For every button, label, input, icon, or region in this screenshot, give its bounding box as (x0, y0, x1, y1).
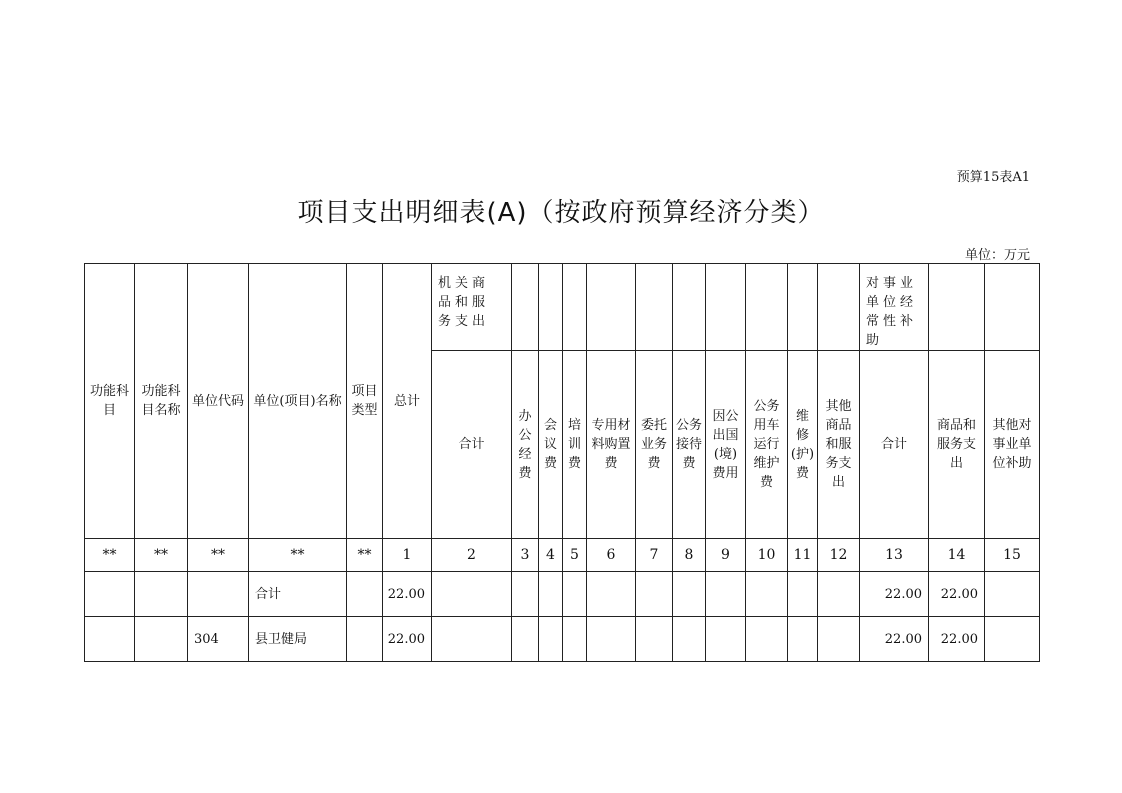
index-cell: 10 (746, 539, 788, 572)
index-cell: 5 (563, 539, 587, 572)
col-entrusted: 委托业务费 (636, 351, 673, 539)
col-office: 办公经费 (512, 351, 539, 539)
col-unit-code: 单位代码 (188, 264, 249, 539)
col-sub-total: 合计 (860, 351, 929, 539)
index-cell: 3 (512, 539, 539, 572)
cell-unit-code (188, 572, 249, 617)
cell-project-type (347, 572, 383, 617)
index-cell: 13 (860, 539, 929, 572)
group-goods-services: 机关商品和服务支出 (432, 264, 512, 351)
index-cell: ** (188, 539, 249, 572)
page-title: 项目支出明细表(A)（按政府预算经济分类） (297, 198, 825, 228)
cell-func-subject-name (135, 617, 188, 662)
cell-name: 合计 (249, 572, 347, 617)
cell-func-subject (85, 572, 135, 617)
col-maintenance: 维修(护)费 (788, 351, 818, 539)
group-subsidy: 对事业单位经常性补助 (860, 264, 929, 351)
index-cell: 12 (818, 539, 860, 572)
col-func-subject-name: 功能科目名称 (135, 264, 188, 539)
index-cell: 11 (788, 539, 818, 572)
cell-func-subject (85, 617, 135, 662)
index-cell: 2 (432, 539, 512, 572)
col-reception: 公务接待费 (673, 351, 706, 539)
cell-project-type (347, 617, 383, 662)
index-cell: 7 (636, 539, 673, 572)
index-cell: 14 (929, 539, 985, 572)
cell-sub-goods: 22.00 (929, 617, 985, 662)
col-materials: 专用材料购置费 (587, 351, 636, 539)
col-overseas: 因公出国(境)费用 (706, 351, 746, 539)
table-reference: 预算15表A1 (956, 170, 1030, 185)
index-cell: 15 (985, 539, 1040, 572)
cell-sub-goods: 22.00 (929, 572, 985, 617)
index-cell: 6 (587, 539, 636, 572)
index-cell: ** (85, 539, 135, 572)
expenditure-table (84, 263, 1040, 662)
cell-unit-code: 304 (188, 617, 249, 662)
col-project-type: 项目类型 (347, 264, 383, 539)
index-cell: ** (135, 539, 188, 572)
index-cell: 1 (383, 539, 432, 572)
col-func-subject: 功能科目 (85, 264, 135, 539)
cell-sub-total: 22.00 (860, 572, 929, 617)
index-cell: 9 (706, 539, 746, 572)
col-unit-project-name: 单位(项目)名称 (249, 264, 347, 539)
col-training: 培训费 (563, 351, 587, 539)
col-sub-other: 其他对事业单位补助 (985, 351, 1040, 539)
col-vehicle: 公务用车运行维护费 (746, 351, 788, 539)
col-sub-goods: 商品和服务支出 (929, 351, 985, 539)
index-cell: ** (347, 539, 383, 572)
index-cell: 4 (539, 539, 563, 572)
index-row (85, 539, 1040, 572)
index-cell: ** (249, 539, 347, 572)
cell-sub-total: 22.00 (860, 617, 929, 662)
col-meeting: 会议费 (539, 351, 563, 539)
cell-total: 22.00 (383, 572, 432, 617)
cell-name: 县卫健局 (249, 617, 347, 662)
col-total: 总计 (383, 264, 432, 539)
unit-label: 单位：万元 (964, 248, 1030, 263)
cell-total: 22.00 (383, 617, 432, 662)
index-cell: 8 (673, 539, 706, 572)
table-row (85, 572, 1040, 617)
col-gs-total: 合计 (432, 351, 512, 539)
table-row (85, 617, 1040, 662)
col-other-goods: 其他商品和服务支出 (818, 351, 860, 539)
cell-func-subject-name (135, 572, 188, 617)
